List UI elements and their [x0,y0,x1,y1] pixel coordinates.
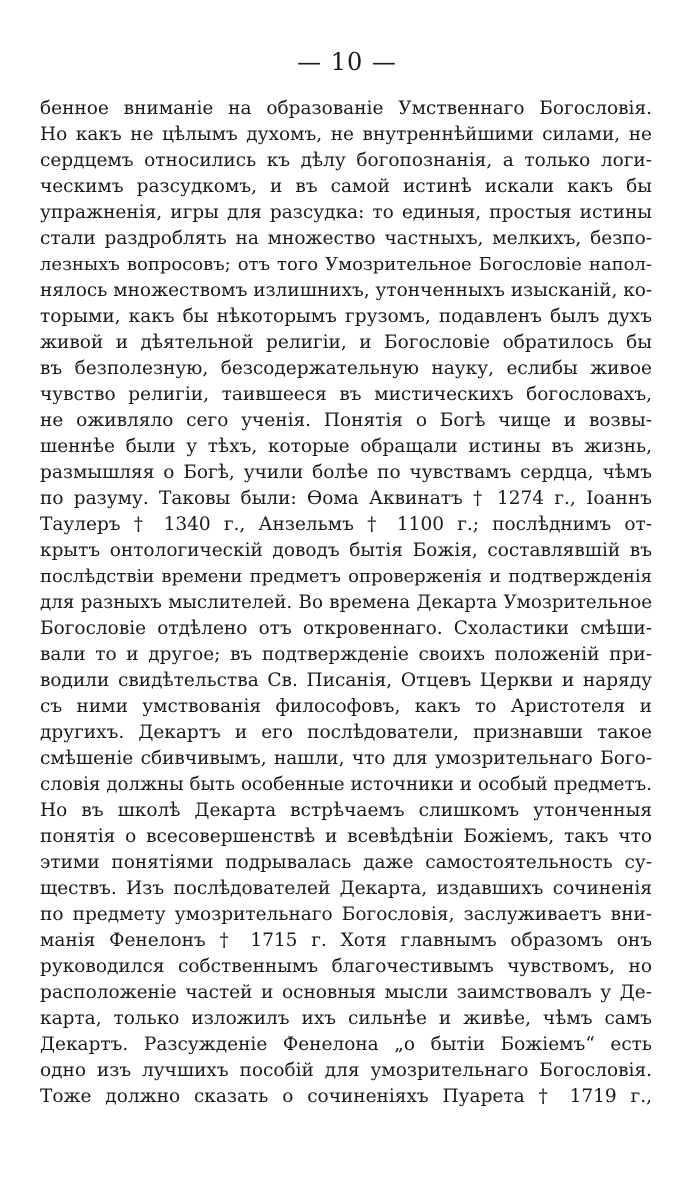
text-line: Но какъ не цѣлымъ духомъ, не внутреннѣйшими силами, не [40,124,652,145]
text-line: Богословіе отдѣлено отъ откровеннаго. Схоластики смѣши- [40,618,652,639]
text-line: словія должны быть особенные источники и особый предметъ. [40,774,652,795]
text-line: смѣшеніе сбивчивымъ, нашли, что для умозрительнаго Бого- [40,748,652,769]
text-line: шеннѣе были у тѣхъ, которые обращали истины въ жизнь, [40,436,652,457]
text-line: торыми, какъ бы нѣкоторымъ грузомъ, подавленъ былъ духъ [40,306,652,327]
text-line: въ безполезную, безсодержательную науку, еслибы живое [40,358,652,379]
text-line: стали раздроблять на множество частныхъ, мелкихъ, безпо- [40,228,652,249]
text-line: крытъ онтологическій доводъ бытія Божія, составлявшій въ [40,540,652,561]
text-line: сердцемъ относились къ дѣлу богопознанія, а только логи- [40,150,652,171]
text-line: съ ними умствованія философовъ, какъ то Аристотеля и [40,696,652,717]
text-line: живой и дѣятельной религіи, и Богословіе обратилось бы [40,332,652,353]
text-line: послѣдствіи времени предметъ опроверженія и подтвержденія [40,566,652,587]
text-line: Тоже должно сказать о сочиненіяхъ Пуарета † 1719 г., [40,1086,652,1107]
text-line: карта, только изложилъ ихъ сильнѣе и живѣе, чѣмъ самъ [40,1008,652,1029]
text-line: бенное вниманіе на образованіе Умственнаго Богословія. [40,98,652,119]
text-line: размышляя о Богѣ, учили болѣе по чувствамъ сердца, чѣмъ [40,462,652,483]
text-line: водили свидѣтельства Св. Писанія, Отцевъ Церкви и наряду [40,670,652,691]
text-line: по разуму. Таковы были: Ѳома Аквинатъ † 1274 г., Іоаннъ [40,488,652,509]
text-line: расположеніе частей и основныя мысли заимствовалъ у Де- [40,982,652,1003]
text-line: Декартъ. Разсужденіе Фенелона „о бытіи Божіемъ“ есть [40,1034,652,1055]
text-line: нялось множествомъ излишнихъ, утонченныхъ изысканій, ко- [40,280,652,301]
text-line: другихъ. Декартъ и его послѣдователи, признавши такое [40,722,652,743]
text-line: упражненія, игры для разсудка: то единыя, простыя истины [40,202,652,223]
body-text [40,96,652,1110]
text-line: не оживляло сего ученія. Понятія о Богѣ чище и возвы- [40,410,652,431]
text-line: Но въ школѣ Декарта встрѣчаемъ слишкомъ утонченныя [40,800,652,821]
text-line: этими понятіями подрывалась даже самостоятельность су- [40,852,652,873]
text-line: чувство религіи, таившееся въ мистическихъ богословахъ, [40,384,652,405]
text-line: одно изъ лучшихъ пособій для умозрительнаго Богословія. [40,1060,652,1081]
text-line: лезныхъ вопросовъ; отъ того Умозрительное Богословіе напол- [40,254,652,275]
text-line: манія Фенелонъ † 1715 г. Хотя главнымъ образомъ онъ [40,930,652,951]
text-line: Таулеръ † 1340 г., Анзельмъ † 1100 г.; послѣднимъ от- [40,514,652,535]
text-line: по предмету умозрительнаго Богословія, заслуживаетъ вни- [40,904,652,925]
text-line: ческимъ разсудкомъ, и въ самой истинѣ искали какъ бы [40,176,652,197]
text-line: вали то и другое; въ подтвержденіе своихъ положеній при- [40,644,652,665]
text-line: ществъ. Изъ послѣдователей Декарта, издавшихъ сочиненія [40,878,652,899]
page-number: — 10 — [297,48,397,76]
text-line: руководился собственнымъ благочестивымъ чувствомъ, но [40,956,652,977]
text-line: понятія о всесовершенствѣ и всевѣдѣніи Божіемъ, такъ что [40,826,652,847]
text-line: для разныхъ мыслителей. Во времена Декарта Умозрительное [40,592,652,613]
